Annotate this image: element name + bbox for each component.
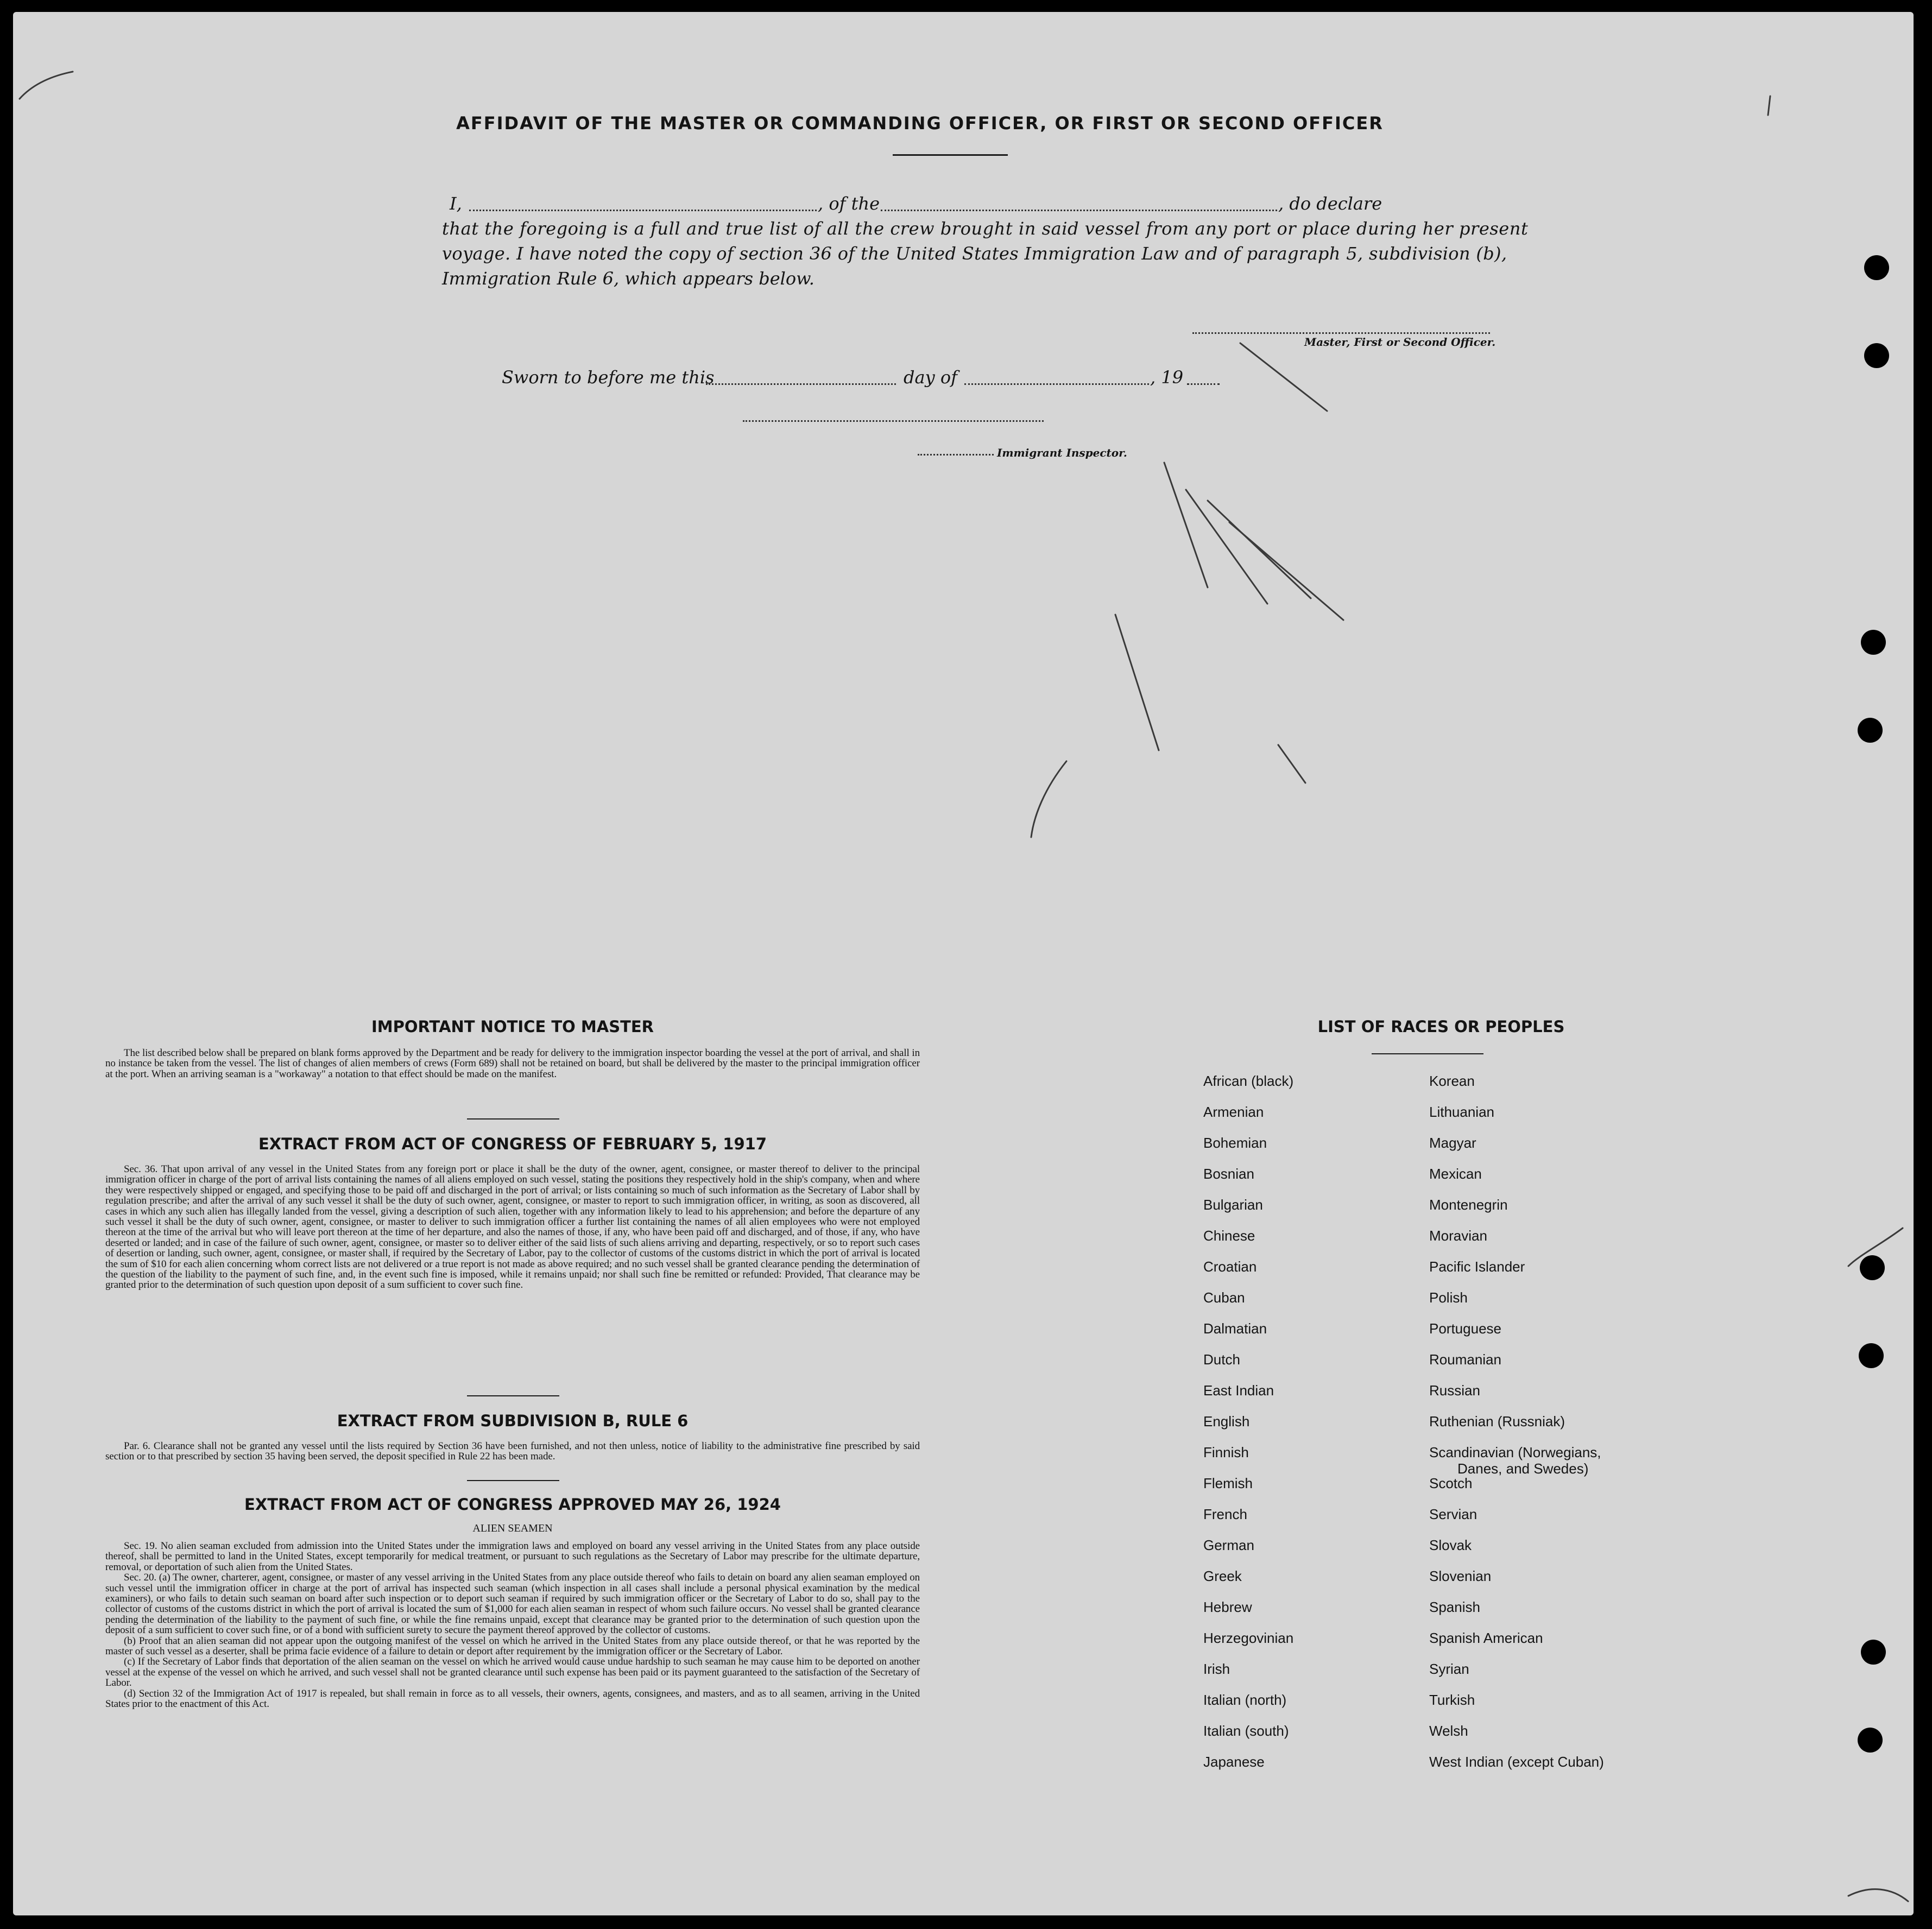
race-item: Spanish American bbox=[1429, 1630, 1543, 1646]
extract-1924-paragraph: Sec. 20. (a) The owner, charterer, agent, consignee, or master of any vessel arriving in the United States from any place outside thereof who fails to detain on board any alien seaman employed on such vessel until the immigration officer in charge at the port of arrival has inspected such seaman (which inspection in all cases shall include a personal physical examination by the medical examiners), or who fails to detain such seaman on board after such inspection or to deport such seaman if required by such immigration officer or the Secretary of Labor to do so, shall pay to the collector of customs of the customs district in which the port of arrival is located the sum of $1,000 for each alien seaman in respect of whom such failure occurs. No vessel shall be granted clearance pending the determination of the liability to the payment of such fine, or while the fine remains unpaid, except that clearance may be granted prior to the determination of such question upon the deposit of a sum sufficient to cover such fine, or of a bond with sufficient surety to secure the payment thereof approved by the collector of customs. bbox=[105, 1572, 920, 1636]
extract-1924-paragraph: (d) Section 32 of the Immigration Act of 1917 is repealed, but shall remain in force as to all vessels, their owners, agents, consignees, and masters, and as to all seamen, arriving in the United States prior to the enactment of this Act. bbox=[105, 1687, 920, 1710]
extract-rule6-title: EXTRACT FROM SUBDIVISION B, RULE 6 bbox=[337, 1412, 689, 1430]
extract-1924-paragraph: Sec. 19. No alien seaman excluded from admission into the United States under the immigration laws and employed on board any vessel arriving in the United States from any place outside thereof, shall be permitted to land in the United States, except temporarily for medical treatment, or pursuant to such regulations as the Secretary of Labor may prescribe for the ultimate departure, removal, or deportation of such alien from the United States. bbox=[105, 1540, 920, 1573]
race-item: Syrian bbox=[1429, 1661, 1469, 1677]
document-page bbox=[13, 12, 1914, 1915]
inspector-short-blank bbox=[918, 454, 994, 456]
affidavit-line-3: voyage. I have noted the copy of section 36 of the United States Immigration Law and of paragraph 5, subdivision (b), bbox=[442, 243, 1507, 264]
inspector-signature-blank[interactable] bbox=[743, 420, 1044, 422]
race-item: Italian (south) bbox=[1203, 1723, 1289, 1739]
race-item: English bbox=[1203, 1413, 1250, 1430]
race-item: Armenian bbox=[1203, 1104, 1264, 1120]
extract-rule6-body: Par. 6. Clearance shall not be granted any vessel until the lists required by Section 36 have been furnished, and not then unless, notice of liability to the administrative fine prescribed by said section or to that prescribed by section 35 having been served, the deposit specified in Rule 22 has been made. bbox=[105, 1440, 920, 1463]
extract-1917-title: EXTRACT FROM ACT OF CONGRESS OF FEBRUARY 5, 1917 bbox=[258, 1135, 767, 1153]
notice-title: IMPORTANT NOTICE TO MASTER bbox=[371, 1017, 654, 1036]
race-item: Mexican bbox=[1429, 1166, 1482, 1182]
notice-text bbox=[105, 1048, 920, 1079]
race-item: Scandinavian (Norwegians, bbox=[1429, 1444, 1601, 1460]
extract-1924-paragraph: (b) Proof that an alien seaman did not appear upon the outgoing manifest of the vessel on which he arrived in the United States from any place outside thereof, or that he was reported by the master of such vessel as a deserter, shall be prima facie evidence of a failure to detain or deport after requirement by the immigration officer or the Secretary of Labor. bbox=[105, 1635, 920, 1658]
race-item: Pacific Islander bbox=[1429, 1258, 1525, 1275]
divider-rule bbox=[467, 1480, 559, 1481]
races-title: LIST OF RACES OR PEOPLES bbox=[1317, 1017, 1565, 1036]
day-of-label: day of bbox=[904, 367, 957, 388]
race-item: Russian bbox=[1429, 1382, 1480, 1399]
extract-1924-text bbox=[105, 1541, 920, 1710]
affidavit-i-label: I, bbox=[450, 193, 462, 214]
affidavit-title: AFFIDAVIT OF THE MASTER OR COMMANDING OFFICER, OR FIRST OR SECOND OFFICER bbox=[456, 113, 1384, 134]
affidavit-of-the-label: , of the bbox=[818, 193, 880, 214]
notice-text-body: The list described below shall be prepared on blank forms approved by the Department and be ready for delivery to the immigration inspector boarding the vessel at the port of arrival, and shall in no instance be taken from the vessel. The list of changes of alien members of crews (Form 689) shall not be retained on board, but shall be delivered by the master to the principal immigration officer at the port. When an arriving seaman is a "workaway" a notation to that effect should be made on the manifest. bbox=[105, 1047, 920, 1080]
race-item: Turkish bbox=[1429, 1692, 1475, 1708]
race-item: East Indian bbox=[1203, 1382, 1274, 1399]
race-item: Servian bbox=[1429, 1506, 1478, 1522]
affidavit-line-2: that the foregoing is a full and true list of all the crew brought in said vessel from any port or place during her present bbox=[442, 218, 1529, 239]
extract-rule6-text bbox=[105, 1441, 920, 1462]
race-item: Montenegrin bbox=[1429, 1197, 1508, 1213]
affidavit-do-declare-label: , do declare bbox=[1278, 193, 1382, 214]
race-item: French bbox=[1203, 1506, 1247, 1522]
signature-blank[interactable] bbox=[1192, 332, 1490, 334]
divider-rule bbox=[1372, 1053, 1483, 1054]
race-item: Korean bbox=[1429, 1073, 1475, 1089]
race-item: Greek bbox=[1203, 1568, 1242, 1584]
divider-rule bbox=[893, 154, 1008, 156]
extract-1924-title: EXTRACT FROM ACT OF CONGRESS APPROVED MAY 26, 1924 bbox=[244, 1495, 781, 1514]
race-item: Italian (north) bbox=[1203, 1692, 1287, 1708]
divider-rule bbox=[467, 1395, 559, 1396]
race-item: Herzegovinian bbox=[1203, 1630, 1294, 1646]
day-blank[interactable] bbox=[706, 383, 896, 385]
inspector-caption: Immigrant Inspector. bbox=[997, 446, 1127, 459]
race-item: Croatian bbox=[1203, 1258, 1257, 1275]
divider-rule bbox=[467, 1118, 559, 1120]
year-blank[interactable] bbox=[1187, 383, 1220, 385]
alien-seamen-subtitle: ALIEN SEAMEN bbox=[472, 1522, 553, 1534]
race-item: Bulgarian bbox=[1203, 1197, 1263, 1213]
name-blank[interactable] bbox=[469, 210, 817, 211]
race-item: Cuban bbox=[1203, 1289, 1245, 1306]
race-item: Flemish bbox=[1203, 1475, 1253, 1491]
vessel-blank[interactable] bbox=[881, 210, 1277, 211]
race-item: German bbox=[1203, 1537, 1254, 1553]
race-item: Dutch bbox=[1203, 1351, 1240, 1368]
race-item: Slovenian bbox=[1429, 1568, 1492, 1584]
race-item: Roumanian bbox=[1429, 1351, 1501, 1368]
race-item: Slovak bbox=[1429, 1537, 1472, 1553]
race-item: Welsh bbox=[1429, 1723, 1468, 1739]
race-item: Moravian bbox=[1429, 1228, 1487, 1244]
race-item: African (black) bbox=[1203, 1073, 1294, 1089]
month-blank[interactable] bbox=[964, 383, 1149, 385]
race-item: Hebrew bbox=[1203, 1599, 1252, 1615]
sworn-label: Sworn to before me this bbox=[502, 367, 715, 388]
race-item: Scotch bbox=[1429, 1475, 1473, 1491]
race-item: Polish bbox=[1429, 1289, 1468, 1306]
race-item: Japanese bbox=[1203, 1754, 1265, 1770]
race-item: Spanish bbox=[1429, 1599, 1480, 1615]
extract-1924-paragraph: (c) If the Secretary of Labor finds that deportation of the alien seaman on the vessel on which he arrived would cause undue hardship to such seaman he may cause him to be deported on another vessel at the expense of the vessel on which he arrived, and such vessel shall not be granted clearance until such expense has been paid or its payment guaranteed to the satisfaction of the Secretary of Labor. bbox=[105, 1656, 920, 1689]
race-item: West Indian (except Cuban) bbox=[1429, 1754, 1604, 1770]
race-item: Finnish bbox=[1203, 1444, 1249, 1460]
year-label: , 19 bbox=[1150, 367, 1184, 388]
race-item: Portuguese bbox=[1429, 1320, 1501, 1337]
race-item: Chinese bbox=[1203, 1228, 1255, 1244]
race-item: Bosnian bbox=[1203, 1166, 1254, 1182]
race-item: Lithuanian bbox=[1429, 1104, 1494, 1120]
race-item: Ruthenian (Russniak) bbox=[1429, 1413, 1565, 1430]
extract-1917-body: Sec. 36. That upon arrival of any vessel in the United States from any foreign port or place it shall be the duty of the owner, agent, consignee, or master thereof to deliver to the principal immigration officer in charge of the port of arrival lists containing the names of all aliens employed on such vessel, stating the positions they respectively hold in the ship's company, when and where they were respectively shipped or engaged, and specifying those to be paid off and discharged in the port of arrival; or lists containing so much of such information as the Secretary of Labor shall by regulation prescribe; and after the arrival of any such vessel it shall be the duty of such owner, agent, consignee, or master to report to such immigration officer, in writing, as soon as discovered, all cases in which any such alien has illegally landed from the vessel, giving a description of such alien, together with any information likely to lead to his apprehension; and before the departure of any such vessel it shall be the duty of such owner, agent, consignee, or master to deliver to such immigration officer a further list containing the names of all alien employees who were not employed thereon at the time of the arrival but who will leave port thereon at the time of her departure, and also the names of those, if any, who have been paid off and discharged, and of those, if any, who have deserted or landed; and in case of the failure of such owner, agent, consignee, or master so to deliver either of the said lists of such aliens arriving and departing, respectively, or so to report such cases of desertion or landing, such owner, agent, consignee, or master shall, if required by the Secretary of Labor, pay to the collector of customs of the customs district in which the port of arrival is located the sum of $10 for each alien concerning whom correct lists are not delivered or a true report is not made as above required; and no such vessel shall be granted clearance pending the determination of the question of the liability to the payment of such fine, and, in the event such fine is imposed, while it remains unpaid; nor shall such fine be remitted or refunded: Provided, That clearance may be granted prior to the determination of such question upon deposit of a sum sufficient to cover such fine. bbox=[105, 1163, 920, 1291]
race-item: Magyar bbox=[1429, 1135, 1476, 1151]
race-item: Irish bbox=[1203, 1661, 1230, 1677]
signature-caption: Master, First or Second Officer. bbox=[1304, 336, 1496, 349]
affidavit-line-4: Immigration Rule 6, which appears below. bbox=[442, 268, 815, 289]
race-item: Dalmatian bbox=[1203, 1320, 1267, 1337]
extract-1917-text bbox=[105, 1164, 920, 1291]
race-item: Bohemian bbox=[1203, 1135, 1267, 1151]
race-item: Danes, and Swedes) bbox=[1457, 1460, 1589, 1477]
